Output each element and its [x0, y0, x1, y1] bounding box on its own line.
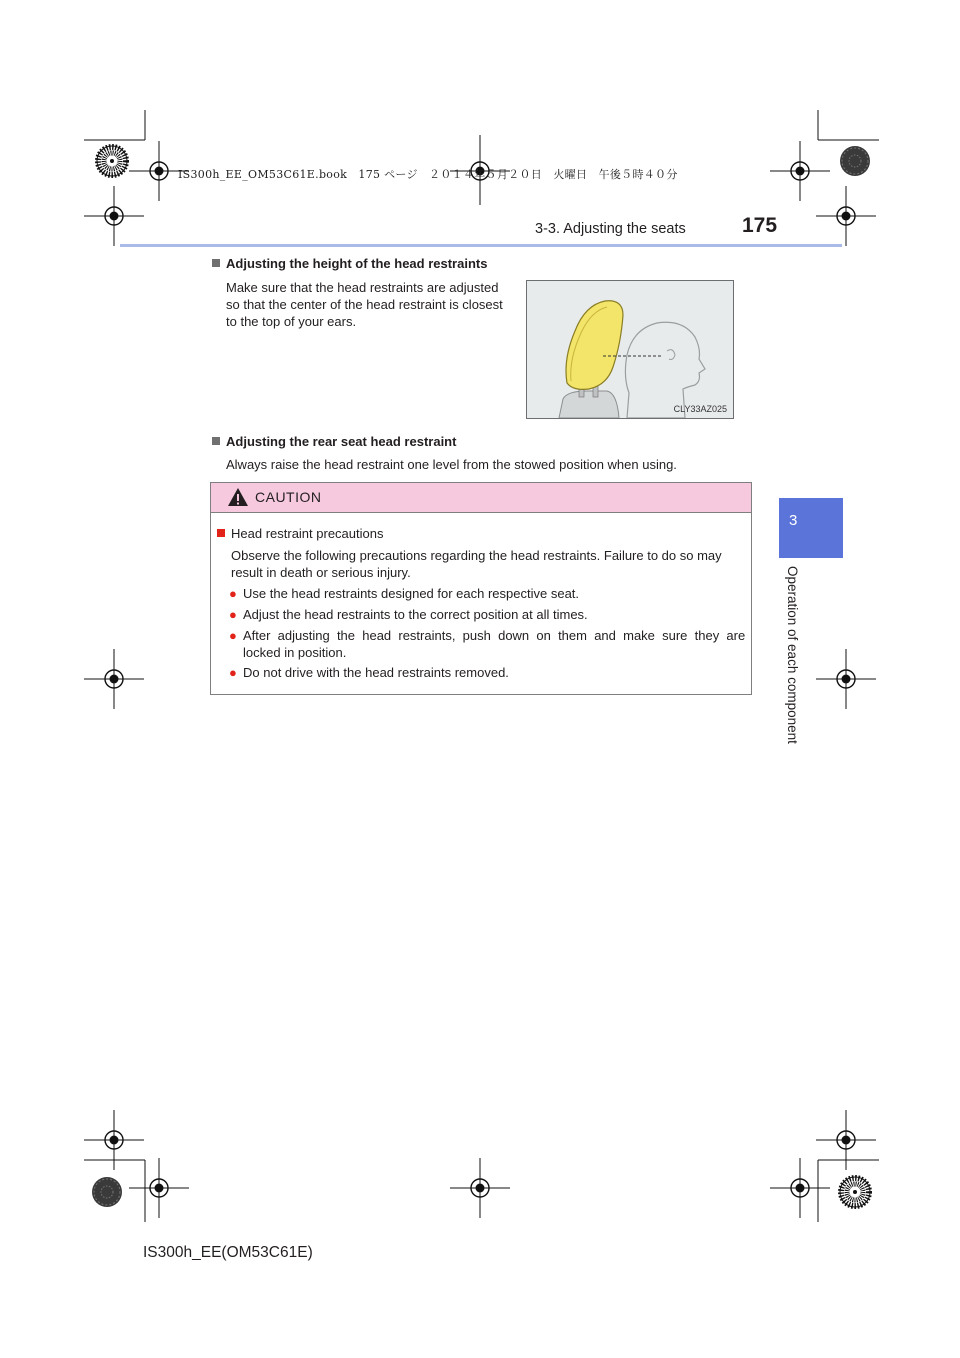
square-bullet-icon — [212, 259, 220, 267]
figure-code: CLY33AZ025 — [673, 404, 727, 414]
chapter-side-label — [782, 566, 806, 766]
red-dot-icon: ● — [229, 665, 237, 680]
red-dot-icon: ● — [229, 607, 237, 622]
manual-code: IS300h_EE(OM53C61E) — [143, 1244, 313, 1261]
section-heading-height — [212, 256, 487, 271]
chapter-tab — [779, 498, 843, 558]
head-restraint-illustration — [526, 280, 734, 419]
caution-header — [211, 483, 751, 513]
section-heading-text: Adjusting the rear seat head restraint — [226, 434, 457, 449]
square-bullet-icon — [217, 529, 225, 537]
caution-box: CAUTION Head restraint precautions Observe the following precautions regarding the head restraints. Failure to do so may result in death or serious injury. ● Use the head restraints designed for each respective seat. ● Adjust the head restraints to the correct position at all times. ● After adjusting the head restraints, push down on them and make sure they are locked in position. ● Do not drive with the head restraints removed. — [210, 482, 752, 695]
body-line: Always raise the head restraint one level from the stowed position when using. — [226, 457, 677, 472]
caution-title: CAUTION — [255, 489, 322, 505]
warning-triangle-icon — [227, 487, 249, 507]
head-restraint-drawing — [527, 281, 733, 418]
square-bullet-icon — [212, 437, 220, 445]
caution-intro — [231, 547, 722, 581]
section-body-rear — [226, 456, 677, 473]
print-info-line: IS300h_EE_OM53C61E.book 175 ページ ２０１４年５月２０日 火曜日 午後５時４０分 — [178, 168, 678, 181]
red-dot-icon: ● — [229, 628, 237, 643]
chapter-title: Operation of each component — [785, 566, 800, 744]
body-line: so that the center of the head restraint is closest — [226, 297, 503, 312]
caution-intro-line: result in death or serious injury. — [231, 565, 411, 580]
section-heading-text: Adjusting the height of the head restraints — [226, 256, 488, 271]
page-number: 175 — [742, 214, 778, 237]
section-header-title: 3-3. Adjusting the seats — [535, 221, 686, 237]
caution-heading — [217, 526, 383, 541]
header-rule — [120, 244, 842, 247]
body-line: to the top of your ears. — [226, 314, 357, 329]
body-line: Make sure that the head restraints are adjusted — [226, 280, 499, 295]
chapter-number: 3 — [789, 512, 798, 529]
caution-intro-line: Observe the following precautions regarding the head restraints. Failure to do so may — [231, 548, 722, 563]
caution-bullet: ● After adjusting the head restraints, push down on them and make sure they are locked in position. — [229, 628, 746, 660]
caution-heading-text: Head restraint precautions — [231, 526, 384, 541]
section-body-height — [226, 279, 503, 330]
red-dot-icon: ● — [229, 586, 237, 601]
section-heading-rear — [212, 434, 456, 449]
